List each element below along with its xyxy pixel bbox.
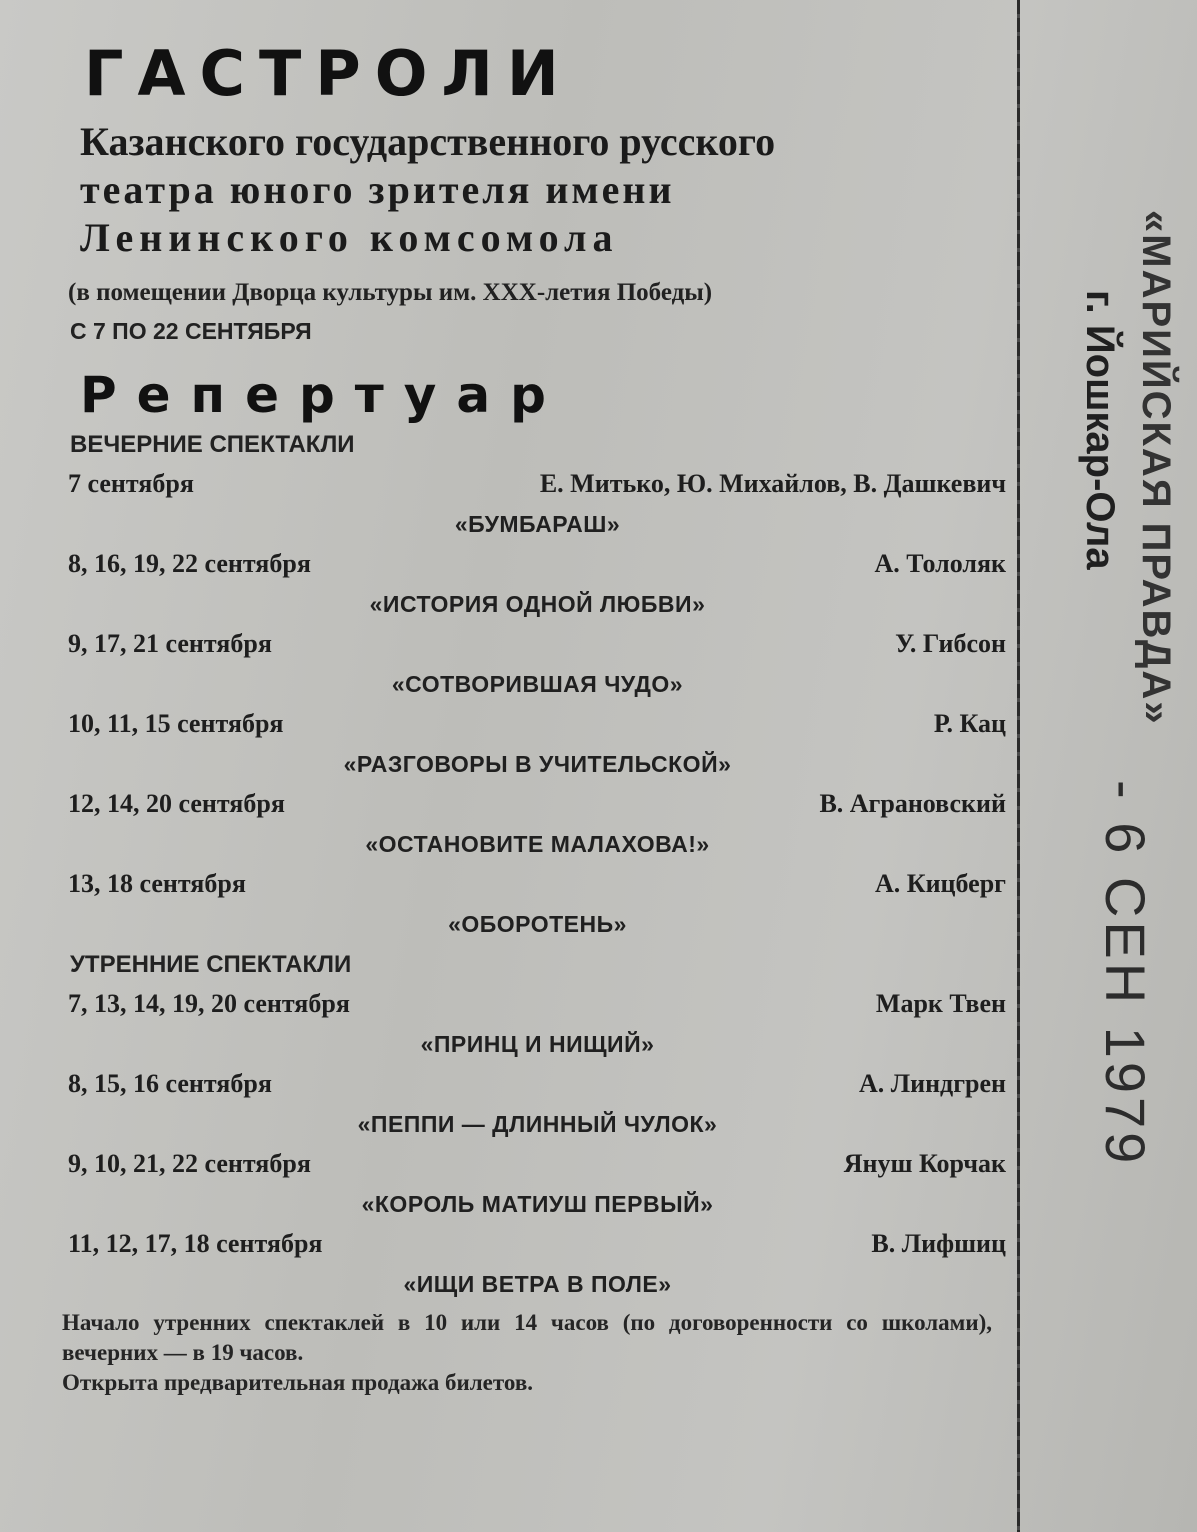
performance-author: Януш Корчак (843, 1149, 1006, 1178)
play-title: «КОРОЛЬ МАТИУШ ПЕРВЫЙ» (361, 1191, 714, 1217)
performance-author: У. Гибсон (895, 629, 1006, 658)
tour-date-range: С 7 ПО 22 СЕНТЯБРЯ (70, 318, 312, 344)
performance-author: Марк Твен (875, 989, 1006, 1018)
performance-dates: 13, 18 сентября (68, 869, 246, 898)
play-title: «ИЩИ ВЕТРА В ПОЛЕ» (403, 1271, 672, 1297)
performance-dates: 11, 12, 17, 18 сентября (68, 1229, 323, 1258)
performance-row (68, 984, 1006, 1024)
stamp-date: - 6 СЕН 1979 (1094, 780, 1157, 1168)
evening-section-heading: ВЕЧЕРНИЕ СПЕКТАКЛИ (70, 431, 355, 458)
performance-author: В. Лифшиц (871, 1229, 1006, 1258)
performance-dates: 7 сентября (68, 469, 194, 498)
performance-entry (68, 864, 1007, 944)
footer-notes (62, 1308, 992, 1398)
play-title: «БУМБАРАШ» (454, 511, 621, 537)
theater-name-line-1: Казанского государственного русского (80, 119, 776, 164)
morning-list (62, 984, 1007, 1304)
performance-author: А. Тололяк (874, 549, 1006, 578)
venue: (в помещении Дворца культуры им. XXX-летия Победы) (68, 279, 713, 306)
performance-dates: 8, 16, 19, 22 сентября (68, 549, 311, 578)
announcement (62, 30, 1007, 1398)
stamp-newspaper-name: «МАРИЙСКАЯ ПРАВДА» (1134, 210, 1178, 726)
announcement-title: ГАСТРОЛИ (84, 37, 573, 110)
performance-dates: 12, 14, 20 сентября (68, 789, 285, 818)
stamp-city: г. Йошкар-Ола (1078, 290, 1122, 570)
performance-entry (68, 1224, 1007, 1304)
performance-row (68, 1144, 1006, 1184)
performance-author: Е. Митько, Ю. Михайлов, В. Дашкевич (539, 469, 1006, 498)
performance-author: А. Кицберг (874, 869, 1006, 898)
performance-entry (68, 1064, 1007, 1144)
theater-name-line-2: театра юного зрителя имени (80, 167, 675, 212)
performance-row (68, 1224, 1006, 1264)
performance-row (68, 704, 1006, 744)
performance-entry (68, 1144, 1007, 1224)
performance-author: В. Аграновский (819, 789, 1006, 818)
archive-stamp (1030, 200, 1190, 1200)
tickets-note: Открыта предварительная продажа билетов. (62, 1370, 533, 1395)
performance-row (68, 544, 1006, 584)
morning-section-heading: УТРЕННИЕ СПЕКТАКЛИ (70, 951, 352, 978)
performance-author: А. Линдгрен (858, 1069, 1006, 1098)
performance-entry (68, 784, 1007, 864)
play-title: «ИСТОРИЯ ОДНОЙ ЛЮБВИ» (369, 591, 706, 617)
performance-row (68, 864, 1006, 904)
performance-row (68, 1064, 1006, 1104)
theater-name-line-3: Ленинского комсомола (80, 215, 619, 260)
performance-entry (68, 544, 1007, 624)
performance-dates: 9, 17, 21 сентября (68, 629, 272, 658)
performance-entry (68, 704, 1007, 784)
performance-entry (68, 984, 1007, 1064)
performance-row (68, 464, 1006, 504)
performance-dates: 8, 15, 16 сентября (68, 1069, 272, 1098)
performance-dates: 9, 10, 21, 22 сентября (68, 1149, 311, 1178)
play-title: «ОСТАНОВИТЕ МАЛАХОВА!» (365, 831, 710, 857)
performance-dates: 7, 13, 14, 19, 20 сентября (68, 989, 350, 1018)
play-title: «ОБОРОТЕНЬ» (448, 911, 627, 937)
performance-entry (68, 464, 1007, 544)
play-title: «ПЕППИ — ДЛИННЫЙ ЧУЛОК» (357, 1111, 718, 1137)
play-title: «РАЗГОВОРЫ В УЧИТЕЛЬСКОЙ» (343, 751, 732, 777)
evening-list (62, 464, 1007, 944)
start-times-note: Начало утренних спектаклей в 10 или 14 часов (по договоренности со школами), вечерних — в 19 часов. (62, 1310, 992, 1365)
play-title: «СОТВОРИВШАЯ ЧУДО» (391, 671, 684, 697)
performance-dates: 10, 11, 15 сентября (68, 709, 284, 738)
performance-row (68, 624, 1006, 664)
performance-author: Р. Кац (933, 709, 1006, 738)
repertoire-heading: Репертуар (80, 366, 566, 424)
column-divider (1017, 0, 1020, 1532)
performance-entry (68, 624, 1007, 704)
play-title: «ПРИНЦ И НИЩИЙ» (420, 1031, 655, 1057)
performance-row (68, 784, 1006, 824)
